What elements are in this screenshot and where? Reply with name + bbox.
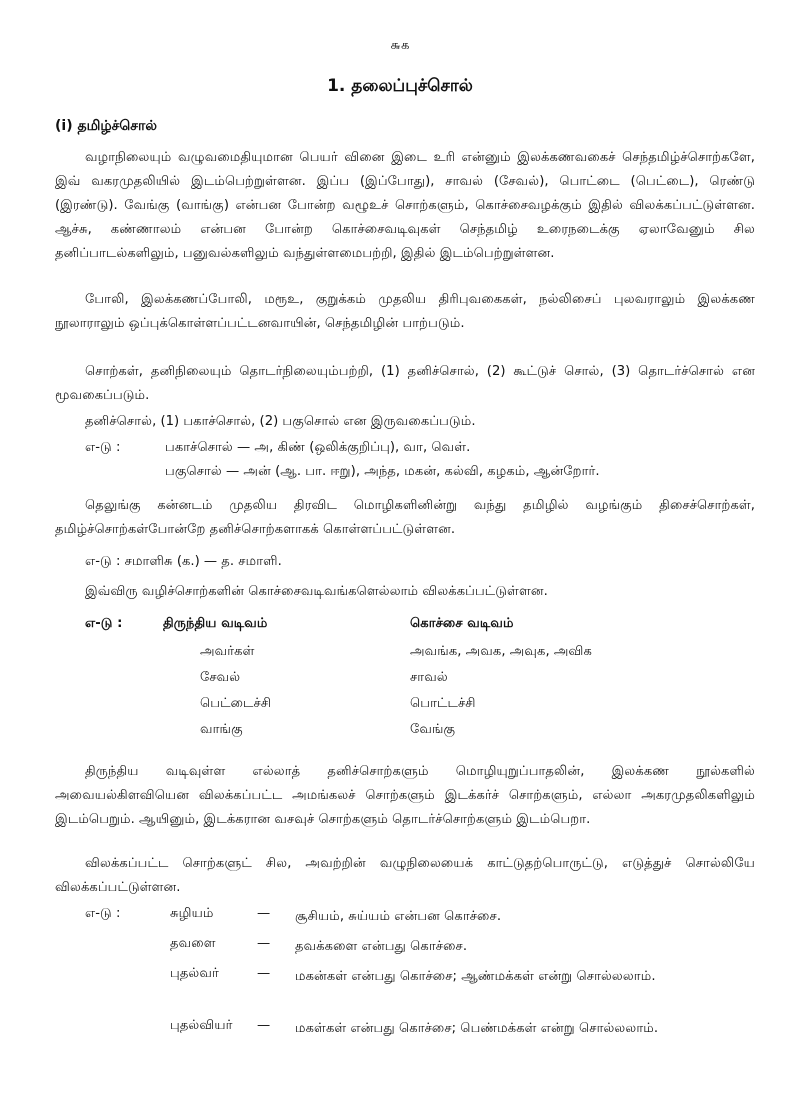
example-word: புதல்வர்	[170, 966, 219, 981]
example-dash: —	[257, 966, 271, 981]
example-2: எ-டு : சமாளிசு (க.) — த. சமாளி.	[85, 554, 282, 569]
header-colloquial-form: கொச்சை வடிவம்	[410, 616, 514, 631]
page-number: ௬௧	[390, 38, 410, 53]
example-word: தவளை	[170, 936, 216, 951]
example-1-line-1: பகாச்சொல் — அ, கிண் (ஒலிக்குறிப்பு), வா, வெள்.	[165, 440, 471, 455]
table-label: எ-டு :	[85, 616, 123, 631]
examples-label: எ-டு :	[85, 906, 121, 921]
correct-form: சேவல்	[200, 670, 241, 685]
example-word: சுழியம்	[170, 906, 214, 921]
example-text: சூசியம், சுய்யம் என்பன கொச்சை.	[295, 909, 502, 924]
colloquial-form: வேங்கு	[410, 722, 456, 737]
correct-form: அவர்கள்	[200, 644, 255, 659]
paragraph-4: தனிச்சொல், (1) பகாச்சொல், (2) பகுசொல் என இருவகைப்படும்.	[85, 414, 476, 429]
paragraph-5: தெலுங்கு கன்னடம் முதலிய திரவிட மொழிகளினின்று வந்து தமிழில் வழங்கும் திசைச்சொற்கள், தமிழ்ச்சொற்கள்போன்றே தனிச்சொற்களாகக் கொள்ளப்பட்டுள்ளன.	[55, 498, 755, 537]
example-word: புதல்வியர்	[170, 1018, 233, 1033]
page-title: 1. தலைப்புச்சொல்	[327, 76, 473, 96]
example-dash: —	[257, 906, 271, 921]
colloquial-form: சாவல்	[410, 670, 448, 685]
paragraph-2: போலி, இலக்கணப்போலி, மரூஉ, குறுக்கம் முதலிய திரிபுவகைகள், நல்லிசைப் புலவராலும் இலக்கண நூலாராலும் ஒப்புக்கொள்ளப்பட்டனவாயின், செந்தமிழின் பாற்படும்.	[55, 292, 755, 331]
paragraph-6: இவ்விரு வழிச்சொற்களின் கொச்சைவடிவங்களெல்லாம் விலக்கப்பட்டுள்ளன.	[85, 584, 548, 599]
example-text: மகன்கள் என்பது கொச்சை; ஆண்மக்கள் என்று சொல்லலாம்.	[295, 969, 656, 984]
example-dash: —	[257, 936, 271, 951]
colloquial-form: பொட்டச்சி	[410, 696, 476, 711]
correct-form: பெட்டைச்சி	[200, 696, 272, 711]
correct-form: வாங்கு	[200, 722, 243, 737]
example-1-label: எ-டு :	[85, 440, 121, 455]
example-text: மகள்கள் என்பது கொச்சை; பெண்மக்கள் என்று சொல்லலாம்.	[295, 1021, 659, 1036]
paragraph-8: விலக்கப்பட்ட சொற்களுட் சில, அவற்றின் வழுநிலையைக் காட்டுதற்பொருட்டு, எடுத்துச் சொல்லியே விலக்கப்பட்டுள்ளன.	[55, 856, 755, 895]
paragraph-3: சொற்கள், தனிநிலையும் தொடர்நிலையும்பற்றி, (1) தனிச்சொல், (2) கூட்டுச் சொல், (3) தொடர்ச்சொல் என மூவகைப்படும்.	[55, 364, 755, 403]
example-text: தவக்களை என்பது கொச்சை.	[295, 939, 468, 954]
colloquial-form: அவங்க, அவக, அவுக, அவிக	[410, 644, 592, 659]
example-1-line-2: பகுசொல் — அன் (ஆ. பா. ஈறு), அந்த, மகன், கல்வி, கழகம், ஆன்றோர்.	[165, 464, 600, 479]
header-correct-form: திருந்திய வடிவம்	[163, 616, 268, 631]
paragraph-7: திருந்திய வடிவுள்ள எல்லாத் தனிச்சொற்களும் மொழியுறுப்பாதலின், இலக்கண நூல்களில் அவையல்கிளவியென விலக்கப்பட்ட அமங்கலச் சொற்களும் இடக்கர்ச் சொற்களும், எல்லா அகரமுதலிகளிலும் இடம்பெறும். ஆயினும், இடக்கரான வசவுச் சொற்களும் தொடர்ச்சொற்களும் இடம்பெறா.	[55, 764, 755, 827]
paragraph-1: வழாநிலையும் வழுவமைதியுமான பெயர் வினை இடை உரி என்னும் இலக்கணவகைச் செந்தமிழ்ச்சொற்களே, இவ் வகரமுதலியில் இடம்பெற்றுள்ளன. இப்ப (இப்போது), சாவல் (சேவல்), பொட்டை (பெட்டை), ரெண்டு (இரண்டு). வேங்கு (வாங்கு) என்பன போன்ற வழூஉச் சொற்களும், கொச்சைவழக்கும் இதில் விலக்கப்பட்டுள்ளன. ஆச்சு, கண்ணாலம் என்பன போன்ற கொச்சைவடிவுகள் செந்தமிழ் உரைநடைக்கு ஏலாவேனும் சில தனிப்பாடல்களிலும், பனுவல்களிலும் வந்துள்ளமைபற்றி, இதில் இடம்பெற்றுள்ளன.	[55, 150, 755, 261]
section-heading: (i) தமிழ்ச்சொல்	[55, 118, 157, 134]
example-dash: —	[257, 1018, 271, 1033]
